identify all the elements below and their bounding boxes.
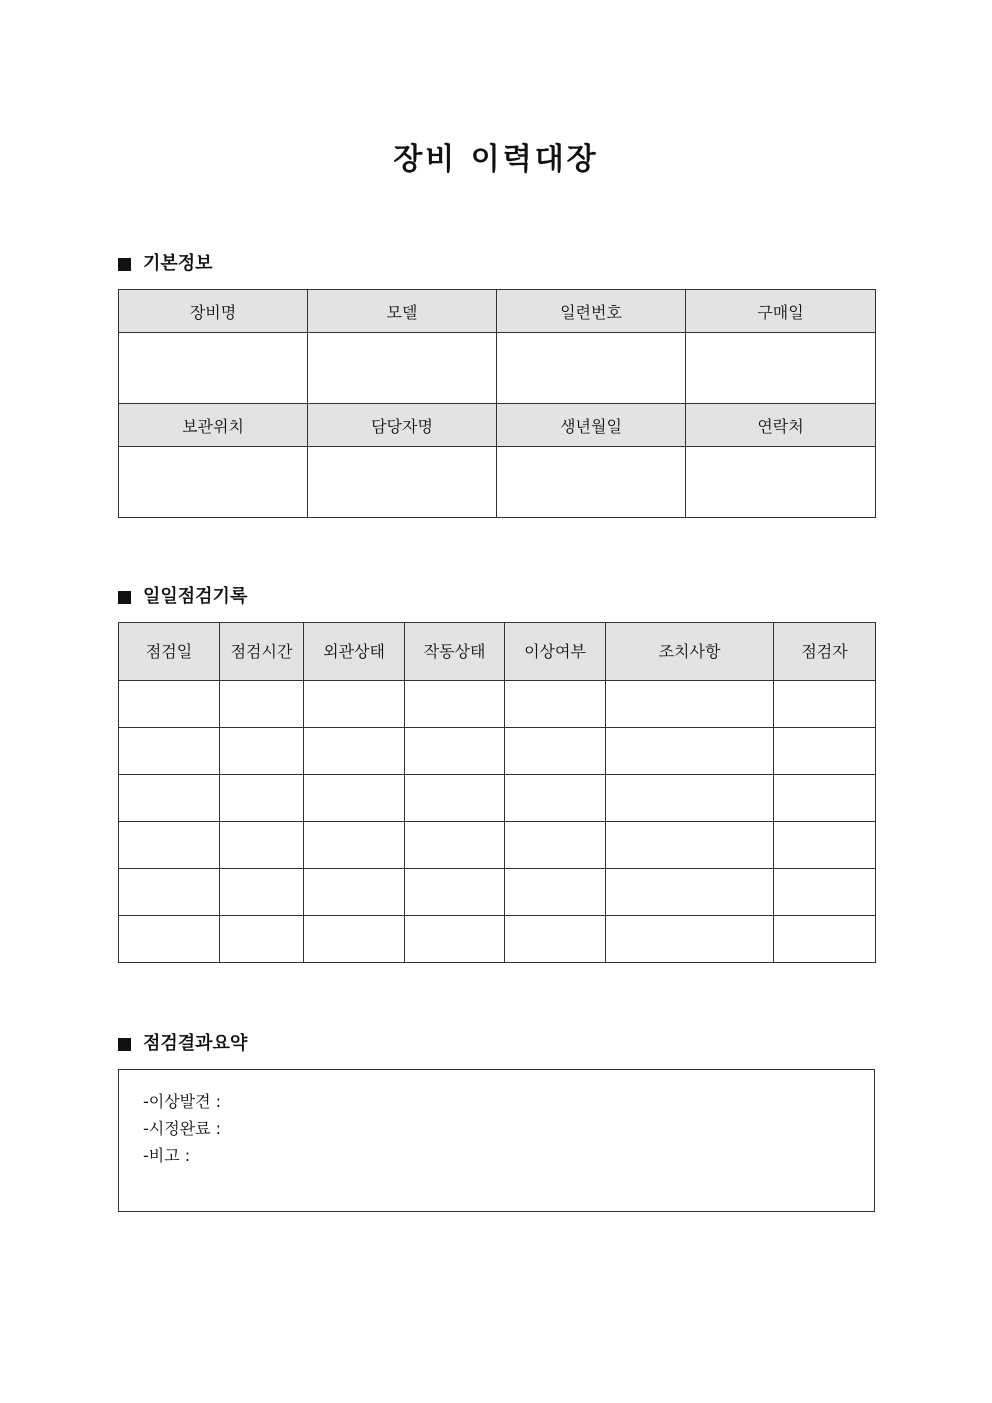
table-cell[interactable] [774,916,876,963]
page-title: 장비 이력대장 [393,142,599,177]
column-header-action-taken: 조치사항 [606,623,774,681]
table-row [119,775,876,822]
column-header-model: 모델 [308,290,497,333]
table-cell[interactable] [304,916,405,963]
basic-info-table [118,289,876,518]
table-cell[interactable] [606,822,774,869]
section-title: 기본정보 [143,253,213,274]
table-cell[interactable] [304,728,405,775]
table-cell[interactable] [606,728,774,775]
square-bullet-icon [118,591,131,604]
input-row [119,333,876,404]
table-cell[interactable] [405,728,505,775]
column-header-birth-date: 생년월일 [497,404,686,447]
table-cell[interactable] [774,775,876,822]
section-title: 일일점검기록 [143,586,248,607]
model-cell[interactable] [308,333,497,404]
table-cell[interactable] [220,728,304,775]
table-cell[interactable] [505,681,606,728]
summary-box[interactable] [118,1069,875,1212]
table-cell[interactable] [505,916,606,963]
table-cell[interactable] [606,681,774,728]
table-cell[interactable] [119,775,220,822]
summary-correction-complete: -시정완료 : [143,1119,222,1138]
section-title: 점검결과요약 [143,1033,248,1054]
header-row [119,290,876,333]
table-cell[interactable] [119,916,220,963]
column-header-storage-location: 보관위치 [119,404,308,447]
table-cell[interactable] [505,775,606,822]
daily-inspection-table [118,622,876,963]
section-heading-daily-inspection [118,585,247,609]
table-cell[interactable] [405,916,505,963]
daily-table-body [119,681,876,963]
column-header-manager-name: 담당자명 [308,404,497,447]
table-cell[interactable] [606,869,774,916]
column-header-equipment-name: 장비명 [119,290,308,333]
column-header-inspection-time: 점검시간 [220,623,304,681]
table-cell[interactable] [220,822,304,869]
table-cell[interactable] [304,681,405,728]
column-header-serial-number: 일련번호 [497,290,686,333]
table-cell[interactable] [405,775,505,822]
table-cell[interactable] [119,681,220,728]
header-row [119,623,876,681]
square-bullet-icon [118,1038,131,1051]
column-header-inspector: 점검자 [774,623,876,681]
section-heading-summary [118,1032,247,1056]
column-header-abnormality: 이상여부 [505,623,606,681]
summary-abnormality-found: -이상발견 : [143,1092,222,1111]
table-cell[interactable] [774,681,876,728]
contact-cell[interactable] [686,447,876,518]
manager-name-cell[interactable] [308,447,497,518]
table-cell[interactable] [405,681,505,728]
table-cell[interactable] [606,775,774,822]
table-cell[interactable] [774,869,876,916]
table-row [119,728,876,775]
table-row [119,681,876,728]
storage-location-cell[interactable] [119,447,308,518]
purchase-date-cell[interactable] [686,333,876,404]
table-cell[interactable] [304,775,405,822]
table-cell[interactable] [119,869,220,916]
column-header-exterior-condition: 외관상태 [304,623,405,681]
table-cell[interactable] [505,869,606,916]
serial-number-cell[interactable] [497,333,686,404]
summary-remarks: -비고 : [143,1146,191,1165]
table-cell[interactable] [220,916,304,963]
table-cell[interactable] [119,822,220,869]
table-cell[interactable] [220,681,304,728]
column-header-operating-condition: 작동상태 [405,623,505,681]
table-cell[interactable] [505,728,606,775]
column-header-contact: 연락처 [686,404,876,447]
table-cell[interactable] [505,822,606,869]
table-cell[interactable] [304,869,405,916]
square-bullet-icon [118,258,131,271]
section-heading-basic-info [118,252,213,276]
table-cell[interactable] [304,822,405,869]
table-cell[interactable] [220,869,304,916]
table-cell[interactable] [405,822,505,869]
table-row [119,869,876,916]
table-cell[interactable] [606,916,774,963]
table-row [119,822,876,869]
header-row [119,404,876,447]
table-cell[interactable] [405,869,505,916]
table-cell[interactable] [119,728,220,775]
table-cell[interactable] [220,775,304,822]
table-row [119,916,876,963]
column-header-inspection-date: 점검일 [119,623,220,681]
equipment-name-cell[interactable] [119,333,308,404]
column-header-purchase-date: 구매일 [686,290,876,333]
birth-date-cell[interactable] [497,447,686,518]
input-row [119,447,876,518]
table-cell[interactable] [774,822,876,869]
table-cell[interactable] [774,728,876,775]
